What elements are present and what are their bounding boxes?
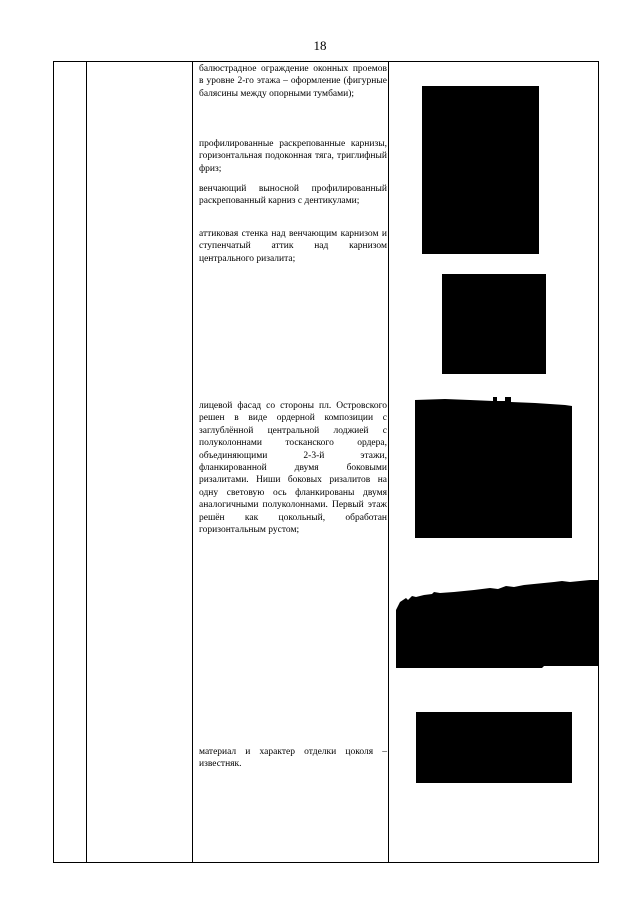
- facade-photo-1: [422, 86, 539, 254]
- table-row-text: лицевой фасад со стороны пл. Островского решен в виде ордерной композиции с заглублённой центральной лоджией с полуколоннами тосканского ордера, объединяющими 2-3-й этажи, фланкированной двумя боковыми ризалитами. Ниши боковых ризалитов на одну световую ось фланкированы двумя аналогичными полуколоннами. Первый этаж решён как цокольный, обработан горизонтальным рустом;: [199, 401, 387, 536]
- facade-photo-2: [442, 274, 546, 374]
- table-row-text: балюстрадное ограждение оконных проемов в уровне 2-го этажа – оформление (фигурные балясины между опорными тумбами);: [199, 64, 387, 99]
- table-row-text: материал и характер отделки цоколя – известняк.: [199, 747, 387, 770]
- column-divider-1: [86, 62, 87, 862]
- facade-photo-4: [394, 580, 602, 668]
- facade-photo-3: [415, 396, 577, 538]
- column-divider-3: [388, 62, 389, 862]
- column-divider-2: [192, 62, 193, 862]
- document-table: [53, 61, 599, 863]
- table-row-text: профилированные раскрепованные карнизы, горизонтальная подоконная тяга, триглифный фриз;: [199, 139, 387, 174]
- table-row-text: аттиковая стенка над венчающим карнизом и ступенчатый аттик над карнизом центрального ризалита;: [199, 229, 387, 264]
- facade-photo-5: [416, 712, 572, 783]
- table-row-text: венчающий выносной профилированный раскрепованный карниз с дентикулами;: [199, 184, 387, 207]
- page-number: 18: [313, 38, 327, 53]
